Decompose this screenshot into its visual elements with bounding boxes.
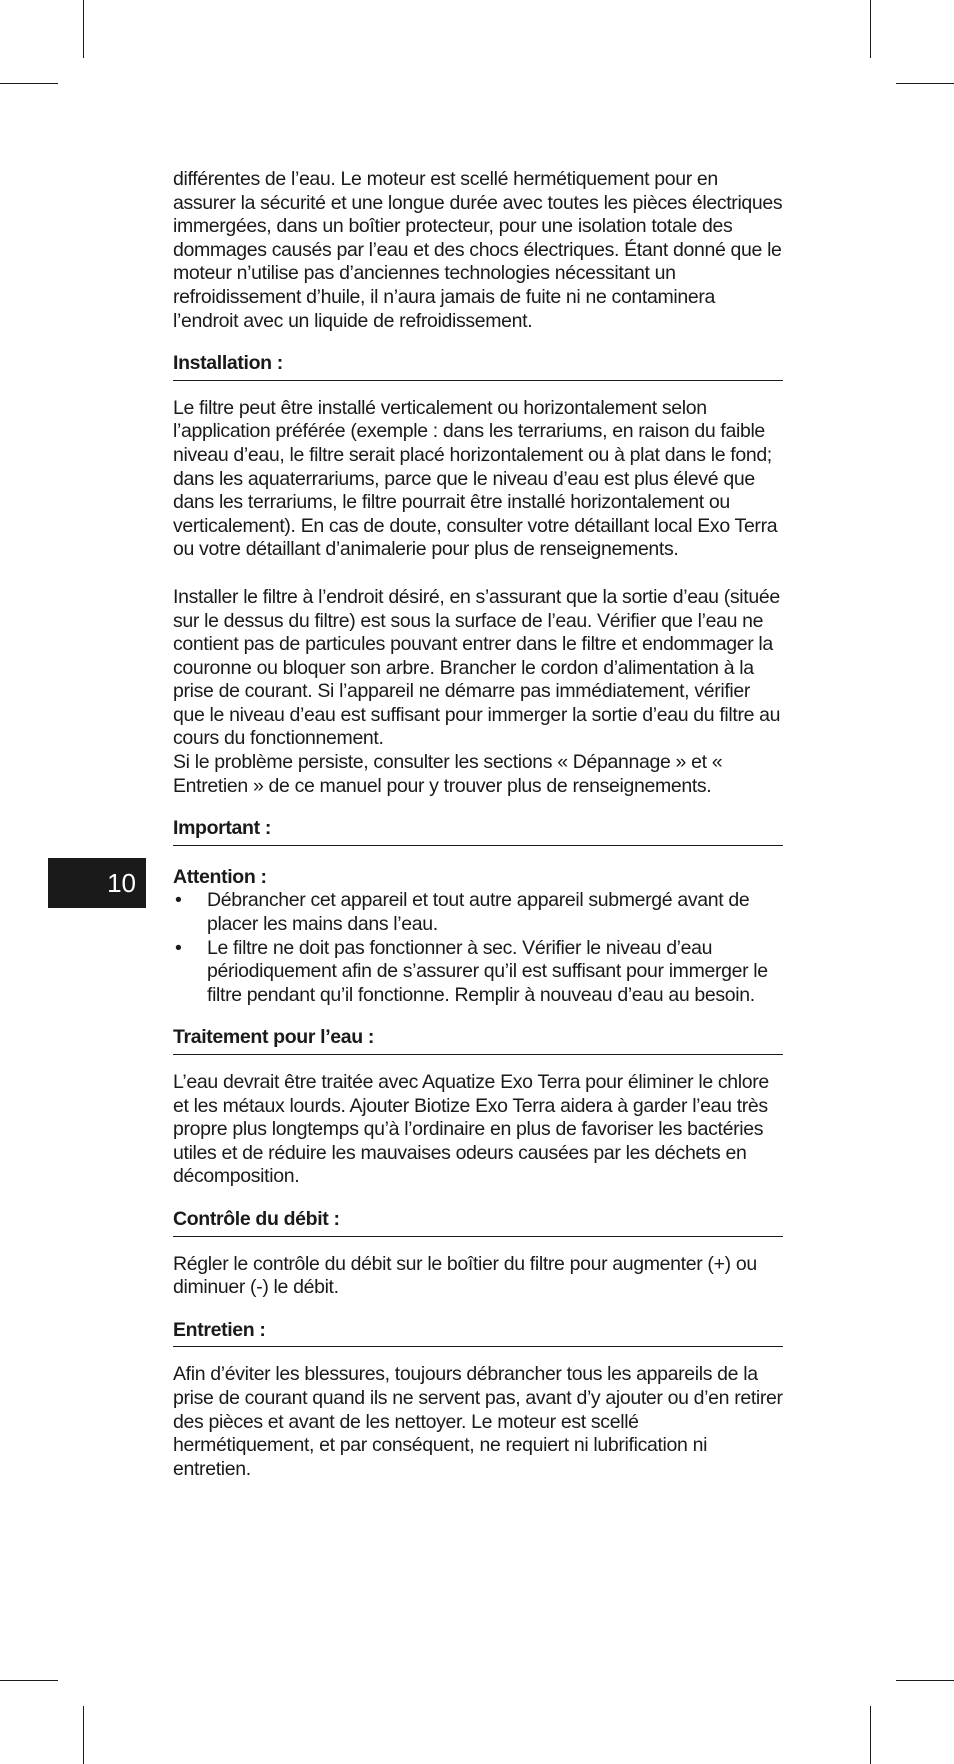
maintenance-heading: Entretien : [173,1319,783,1348]
attention-subheading: Attention : [173,865,267,888]
installation-paragraph-3: Si le problème persiste, consulter les sections « Dépannage » et « Entretien » de ce manuel pour y trouver plus de renseignements. [173,751,723,797]
water-treatment-section [173,1026,783,1189]
crop-mark-top-right-vertical [870,0,871,58]
list-item: • Débrancher cet appareil et tout autre appareil submergé avant de placer les mains dans l’eau. [173,889,783,936]
installation-paragraph-1: Le filtre peut être installé verticalement ou horizontalement selon l’application préférée (exemple : dans les terrariums, en raison du faible niveau d’eau, le filtre serait placé horizontalement ou à plat dans le fond; dans les aquaterrariums, parce que le niveau d’eau est plus élevé que dans les terrariums, le filtre pourrait être installé horizontalement ou verticalement). En cas de doute, consulter votre détaillant local Exo Terra ou votre détaillant d’animalerie pour plus de renseignements. [173,396,778,561]
crop-mark-bottom-right-horizontal [896,1680,954,1681]
crop-mark-bottom-left-horizontal [0,1680,58,1681]
important-section [173,817,783,1007]
document-body [173,168,783,1481]
water-treatment-paragraph: L’eau devrait être traitée avec Aquatize Exo Terra pour éliminer le chlore et les métaux lourds. Ajouter Biotize Exo Terra aidera à garder l’eau très propre plus longtemps qu’à l’ordinaire en plus de favoriser les bactéries utiles et de réduire les mauvaises odeurs causées par les déchets en décomposition. [173,1071,769,1188]
important-heading: Important : [173,817,783,846]
intro-paragraph: différentes de l’eau. Le moteur est scellé hermétiquement pour en assurer la sécurité et une longue durée avec toutes les pièces électriques immergées, dans un boîtier protecteur, pour une isolation totale des dommages causés par l’eau et des chocs électriques. Étant donné que le moteur n’utilise pas d’anciennes technologies nécessitant un refroidissement d’huile, il n’aura jamais de fuite ni ne contaminera l’endroit avec un liquide de refroidissement. [173,168,783,332]
flow-control-section [173,1208,783,1300]
installation-heading: Installation : [173,352,783,381]
list-item: • Le filtre ne doit pas fonctionner à sec. Vérifier le niveau d’eau périodiquement afin de s’assurer qu’il est suffisant pour immerger le filtre pendant qu’il fonctionne. Remplir à nouveau d’eau au besoin. [173,937,783,1008]
attention-list [173,889,783,1007]
crop-mark-top-right-horizontal [896,83,954,84]
maintenance-paragraph: Afin d’éviter les blessures, toujours débrancher tous les appareils de la prise de courant quand ils ne servent pas, avant d’y ajouter ou d’en retirer des pièces et avant de les nettoyer. Le moteur est scellé hermétiquement, et par conséquent, ne requiert ni lubrification ni entretien. [173,1363,783,1480]
maintenance-section [173,1319,783,1482]
flow-control-paragraph: Régler le contrôle du débit sur le boîtier du filtre pour augmenter (+) ou diminuer (-) le débit. [173,1252,757,1299]
crop-mark-bottom-left-vertical [83,1706,84,1764]
installation-section [173,352,783,798]
page-number: 10 [107,868,136,898]
water-treatment-heading: Traitement pour l’eau : [173,1026,783,1055]
crop-mark-top-left-vertical [83,0,84,58]
installation-paragraph-2: Installer le filtre à l’endroit désiré, en s’assurant que la sortie d’eau (située sur le dessus du filtre) est sous la surface de l’eau. Vérifier que l’eau ne contient pas de particules pouvant entrer dans le filtre et endommager la couronne ou bloquer son arbre. Brancher le cordon d’alimentation à la prise de courant. Si l’appareil ne démarre pas immédiatement, vérifier que le niveau d’eau est suffisant pour immerger la sortie d’eau du filtre au cours du fonctionnement. [173,585,781,750]
page-number-tab [48,858,146,908]
crop-mark-bottom-right-vertical [870,1706,871,1764]
flow-control-heading: Contrôle du débit : [173,1208,783,1237]
crop-mark-top-left-horizontal [0,83,58,84]
